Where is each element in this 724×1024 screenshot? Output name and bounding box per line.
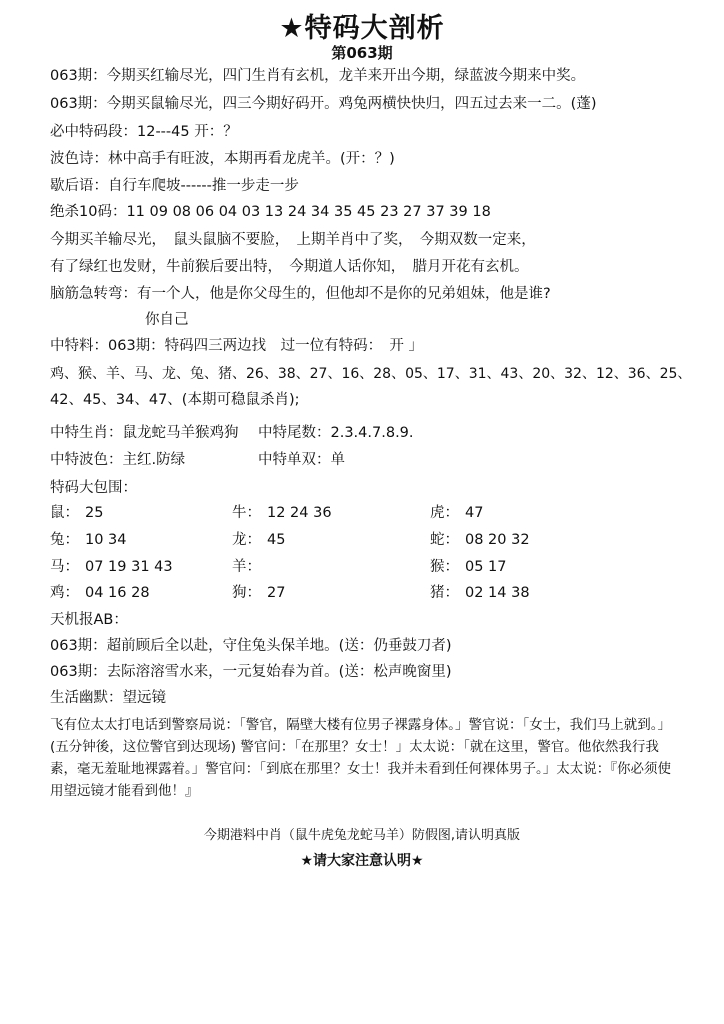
grid-numbers: 08 20 32	[465, 532, 530, 548]
segment-line: 必中特码段：12---45 开：？	[50, 124, 238, 140]
grid-animal: 鸡：	[50, 585, 79, 601]
grid-animal: 羊：	[232, 559, 261, 575]
issue-number: 第063期	[331, 44, 393, 62]
verse-line-1: 今期买羊输尽光， 鼠头鼠脑不要脸， 上期羊肖中了奖， 今期双数一定来，	[50, 232, 536, 248]
grid-numbers: 04 16 28	[85, 585, 150, 601]
footer-notice: ★请大家注意认明★	[300, 853, 424, 869]
grid-animal: 牛：	[232, 505, 261, 521]
grid-cell	[50, 503, 103, 523]
humor-title: 生活幽默：望远镜	[50, 690, 166, 706]
kill-10-line: 绝杀10码：11 09 08 06 04 03 13 24 34 35 45 23 27 37 39 18	[50, 204, 491, 220]
tianji-line-1: 063期：超前顾后全以赴，守住兔头保羊地。(送：仍垂鼓刀者)	[50, 638, 452, 654]
grid-numbers: 02 14 38	[465, 585, 530, 601]
grid-animal: 鼠：	[50, 505, 79, 521]
grid-cell	[232, 530, 285, 550]
special-material-line: 中特料：063期：特码四三两边找 过一位有特码： 开 」	[50, 338, 424, 354]
humor-story: 飞有位太太打电话到警察局说：「警官，隔壁大楼有位男子裸露身体。」警官说：「女士，我们马上就到。」(五分钟後，这位警官到达现场) 警官问：「在那里？女士！」太太说：「就在这里，警官。他依然我行我素，毫无羞耻地裸露着。」警官问：「到底在那里？女士！我并未看到任何裸体男子。」太太说：『你必须使用望远镜才能看到他！』	[50, 717, 671, 799]
grid-cell	[430, 530, 530, 550]
grid-numbers: 27	[267, 585, 286, 601]
grid-cell	[50, 530, 127, 550]
grid-cell	[430, 583, 530, 603]
grid-cell	[430, 503, 483, 523]
grid-cell	[232, 583, 285, 603]
wave-poem-line: 波色诗：林中高手有旺波，本期再看龙虎羊。(开：？)	[50, 151, 395, 167]
grid-numbers: 25	[85, 505, 104, 521]
xiehouyu-line: 歇后语：自行车爬坡------推一步走一步	[50, 178, 299, 194]
special-zodiac-label: 中特生肖：鼠龙蛇马羊猴鸡狗	[50, 425, 239, 441]
grid-animal: 马：	[50, 559, 79, 575]
special-tail-label: 中特尾数：2.3.4.7.8.9.	[258, 425, 414, 441]
grid-cell	[50, 557, 173, 577]
tianji-line-2: 063期：去际溶溶雪水来，一元复始春为首。(送：松声晚窗里)	[50, 664, 452, 680]
grid-cell	[232, 503, 332, 523]
grid-animal: 蛇：	[430, 532, 459, 548]
grid-cell	[232, 557, 267, 577]
grid-animal: 猪：	[430, 585, 459, 601]
grid-animal: 猴：	[430, 559, 459, 575]
zodiac-list-line-2: 42、45、34、47、(本期可稳鼠杀肖);	[50, 392, 300, 408]
special-oddeven-label: 中特单双：单	[258, 452, 345, 468]
grid-cell	[430, 557, 507, 577]
tianji-title: 天机报AB：	[50, 612, 128, 628]
verse-line-2: 有了绿红也发财，牛前猴后要出特， 今期道人话你知， 腊月开花有玄机。	[50, 259, 529, 275]
footer-note: 今期港料中肖（鼠牛虎兔龙蛇马羊）防假图,请认明真版	[203, 828, 521, 843]
grid-animal: 虎：	[430, 505, 459, 521]
zodiac-list-line-1: 鸡、猴、羊、马、龙、兔、猪、26、38、27、16、28、05、17、31、43、20、32、12、36、25、	[50, 366, 692, 382]
grid-animal: 龙：	[232, 532, 261, 548]
grid-numbers: 05 17	[465, 559, 507, 575]
grid-animal: 兔：	[50, 532, 79, 548]
poem-line-2: 063期：今期买鼠输尽光，四三今期好码开。鸡兔两横快快归，四五过去来一二。(蓬)	[50, 96, 597, 112]
special-wave-label: 中特波色：主红.防绿	[50, 452, 186, 468]
poem-line-1: 063期：今期买红输尽光，四门生肖有玄机，龙羊来开出今期，绿蓝波今期来中奖。	[50, 68, 586, 84]
grid-numbers: 10 34	[85, 532, 127, 548]
page-title: ★特码大剖析	[279, 13, 445, 44]
grid-cell	[50, 583, 150, 603]
grid-numbers: 45	[267, 532, 286, 548]
riddle-line: 脑筋急转弯：有一个人，他是你父母生的，但他却不是你的兄弟姐妹，他是谁?	[50, 286, 551, 302]
grid-numbers: 47	[465, 505, 484, 521]
grid-numbers: 07 19 31 43	[85, 559, 173, 575]
grid-animal: 狗：	[232, 585, 261, 601]
package-title: 特码大包围：	[50, 480, 137, 496]
riddle-answer: 你自己	[145, 312, 189, 328]
grid-numbers: 12 24 36	[267, 505, 332, 521]
